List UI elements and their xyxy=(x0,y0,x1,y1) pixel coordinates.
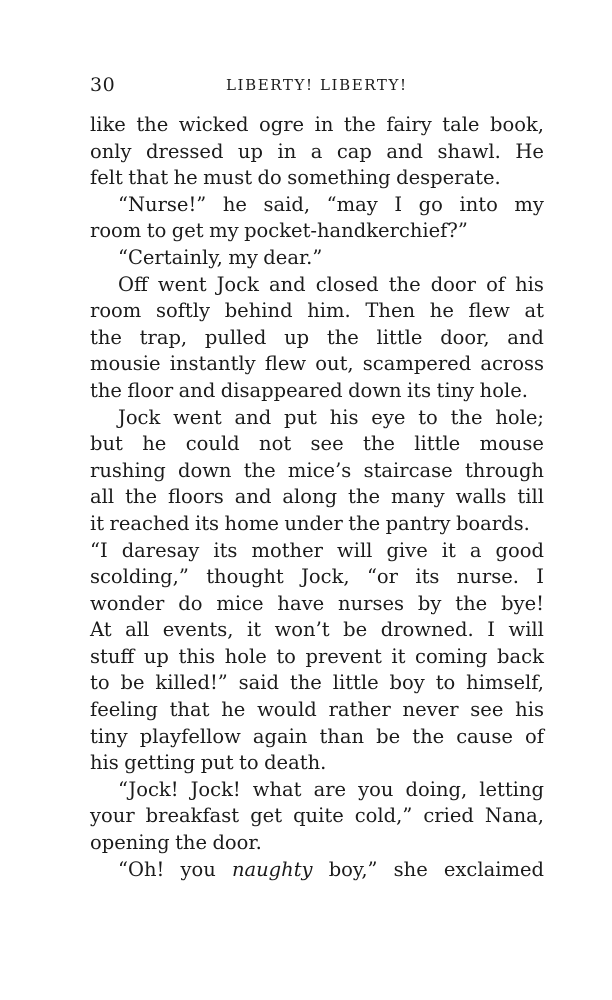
word: I xyxy=(394,192,403,216)
text-line xyxy=(90,458,544,485)
word: your xyxy=(90,804,135,828)
word: trap, xyxy=(139,325,188,349)
word: rather xyxy=(328,698,391,722)
word: Then xyxy=(365,299,416,323)
word: like xyxy=(90,113,126,136)
text-line xyxy=(90,405,544,432)
word: his xyxy=(90,751,119,775)
word: to xyxy=(90,671,110,695)
word: “or xyxy=(366,565,398,589)
word: opening xyxy=(90,831,170,855)
word: pulled xyxy=(204,325,267,349)
word: reached xyxy=(109,511,190,535)
word: scolding,” xyxy=(90,565,189,589)
word: to xyxy=(276,644,296,668)
text-line xyxy=(90,351,544,378)
word: Jock xyxy=(118,405,161,429)
body-text xyxy=(90,112,544,883)
word: door xyxy=(430,272,476,296)
word: little xyxy=(332,671,379,695)
word: I xyxy=(536,565,544,589)
text-line xyxy=(90,724,544,751)
word: behind xyxy=(224,299,293,323)
word: in xyxy=(277,139,297,163)
word: the xyxy=(175,831,207,855)
word: said xyxy=(238,671,279,695)
word: floor xyxy=(127,378,174,402)
word: do xyxy=(178,591,203,615)
word: the xyxy=(348,485,380,509)
word: of xyxy=(486,272,506,296)
word: disappeared xyxy=(220,378,343,402)
word: good xyxy=(495,538,544,562)
word: hole; xyxy=(495,405,544,429)
word: under xyxy=(284,511,343,535)
word: bye! xyxy=(501,591,544,615)
word: its xyxy=(407,378,432,402)
word: through xyxy=(464,458,544,482)
word: tale xyxy=(442,113,480,136)
word: eye xyxy=(371,405,406,429)
word: exclaimed xyxy=(443,857,544,881)
word: the xyxy=(289,671,322,695)
word: daresay xyxy=(121,538,200,562)
word: do xyxy=(257,166,282,190)
word: the xyxy=(90,325,122,349)
word: desperate. xyxy=(396,166,501,190)
word: be xyxy=(343,618,368,642)
word: the xyxy=(343,113,376,136)
word: mother xyxy=(251,538,323,562)
word: he xyxy=(222,192,247,216)
page-number: 30 xyxy=(90,74,116,96)
word: that xyxy=(169,698,210,722)
text-line xyxy=(90,511,544,538)
running-head xyxy=(90,74,544,100)
word: staircase xyxy=(363,458,453,482)
word: and xyxy=(178,378,216,402)
word: the xyxy=(450,405,483,429)
word: it xyxy=(441,538,456,562)
word: stuff xyxy=(90,644,135,668)
word: the xyxy=(388,272,421,296)
text-line xyxy=(90,644,544,671)
word: something xyxy=(287,166,391,190)
word: ogre xyxy=(258,113,305,136)
word: cap xyxy=(336,139,372,163)
word: flew xyxy=(468,299,510,323)
word: and xyxy=(507,325,544,349)
word: “may xyxy=(326,192,378,216)
word: room xyxy=(90,219,142,243)
word: pocket-handkerchief?” xyxy=(244,219,468,243)
word: would xyxy=(257,698,317,722)
text-line xyxy=(90,298,544,325)
word: closed xyxy=(315,272,379,296)
word: it xyxy=(246,618,262,642)
word: the xyxy=(326,325,359,349)
word: be xyxy=(376,724,401,748)
word: it xyxy=(391,644,406,668)
word: letting xyxy=(479,777,544,801)
running-head-title: LIBERTY! LIBERTY! xyxy=(226,76,408,94)
text-line xyxy=(90,564,544,591)
word: my xyxy=(514,192,544,216)
word: you xyxy=(358,777,394,801)
word: prevent xyxy=(305,644,382,668)
word: naughty xyxy=(231,857,313,881)
word: to xyxy=(239,751,259,775)
text-line xyxy=(90,378,544,405)
word: walls xyxy=(455,485,507,509)
word: cause xyxy=(456,724,513,748)
word: little xyxy=(414,432,461,456)
word: put xyxy=(200,751,234,775)
word: pantry xyxy=(385,511,451,535)
word: along xyxy=(282,485,338,509)
word: at xyxy=(524,299,544,323)
word: give xyxy=(386,538,428,562)
word: tiny xyxy=(90,724,128,748)
text-line xyxy=(90,830,544,857)
word: not xyxy=(259,432,292,456)
word: he xyxy=(173,166,198,190)
text-line xyxy=(90,165,544,192)
word: she xyxy=(393,857,428,881)
word: and xyxy=(234,405,272,429)
text-line xyxy=(90,484,544,511)
word: see xyxy=(470,698,504,722)
word: mice xyxy=(216,591,264,615)
word: go xyxy=(418,192,443,216)
word: hole. xyxy=(479,378,528,402)
word: door, xyxy=(440,325,490,349)
word: to xyxy=(435,671,456,695)
word: thought xyxy=(206,565,284,589)
text-line xyxy=(90,697,544,724)
word: the xyxy=(412,724,445,748)
word: death. xyxy=(264,751,327,775)
word: wonder xyxy=(90,591,165,615)
word: back xyxy=(497,644,544,668)
word: won’t xyxy=(274,618,330,642)
word: his xyxy=(515,272,544,296)
word: wicked xyxy=(178,113,249,136)
text-line xyxy=(90,192,544,219)
text-line xyxy=(90,325,544,352)
word: down xyxy=(177,458,232,482)
word: this xyxy=(178,644,216,668)
word: scampered xyxy=(362,352,472,376)
word: Nana, xyxy=(484,804,544,828)
word: my xyxy=(228,245,258,269)
word: again xyxy=(252,724,308,748)
word: “I xyxy=(90,538,108,562)
word: the xyxy=(243,458,276,482)
word: dressed xyxy=(146,139,224,163)
word: nurses xyxy=(338,591,405,615)
word: be xyxy=(120,671,145,695)
word: At xyxy=(90,618,112,642)
word: you xyxy=(180,857,216,881)
word: of xyxy=(524,724,544,748)
word: my xyxy=(209,219,239,243)
word: softly xyxy=(155,299,211,323)
text-line xyxy=(90,777,544,804)
word: down xyxy=(348,378,402,402)
word: across xyxy=(480,352,544,376)
text-line xyxy=(90,139,544,166)
word: a xyxy=(469,538,482,562)
word: cried xyxy=(423,804,474,828)
word: flew xyxy=(264,352,307,376)
word: could xyxy=(185,432,240,456)
word: rushing xyxy=(90,458,166,482)
word: instantly xyxy=(169,352,256,376)
word: by xyxy=(417,591,442,615)
word: only xyxy=(90,139,132,163)
word: into xyxy=(459,192,498,216)
word: boards. xyxy=(455,511,530,535)
word: coming xyxy=(415,644,488,668)
word: a xyxy=(310,139,323,163)
word: boy xyxy=(389,671,425,695)
word: cold,” xyxy=(354,804,413,828)
word: get xyxy=(171,219,204,243)
word: put xyxy=(284,405,317,429)
word: and xyxy=(386,139,424,163)
word: nurse. xyxy=(456,565,519,589)
word: home xyxy=(224,511,279,535)
word: room xyxy=(90,299,142,323)
word: him. xyxy=(307,299,351,323)
word: Off xyxy=(118,272,148,296)
word: his xyxy=(329,405,359,429)
word: killed!” xyxy=(155,671,228,695)
word: his xyxy=(515,698,544,722)
word: must xyxy=(203,166,253,190)
word: its xyxy=(415,565,440,589)
text-line xyxy=(90,803,544,830)
text-line xyxy=(90,857,544,884)
word: the xyxy=(348,511,381,535)
word: mousie xyxy=(90,352,161,376)
word: “Jock! xyxy=(118,777,179,801)
word: Jock! xyxy=(190,777,241,801)
word: all xyxy=(125,618,150,642)
word: felt xyxy=(90,166,123,190)
word: the xyxy=(362,432,395,456)
word: tiny xyxy=(436,378,475,402)
text-line xyxy=(90,538,544,565)
word: and xyxy=(234,485,272,509)
word: floors xyxy=(167,485,224,509)
word: the xyxy=(455,591,488,615)
word: little xyxy=(376,325,423,349)
word: will xyxy=(337,538,373,562)
word: playfellow xyxy=(139,724,241,748)
word: the xyxy=(136,113,169,136)
text-line xyxy=(90,218,544,245)
word: till xyxy=(517,485,544,509)
word: the xyxy=(90,378,122,402)
word: “Nurse!” xyxy=(118,192,207,216)
word: the xyxy=(125,485,158,509)
text-line xyxy=(90,670,544,697)
text-line xyxy=(90,750,544,777)
word: himself, xyxy=(466,671,544,695)
text-line xyxy=(90,431,544,458)
word: dear.” xyxy=(263,245,323,269)
word: Jock xyxy=(216,272,259,296)
word: get xyxy=(250,804,283,828)
word: getting xyxy=(124,751,196,775)
word: up xyxy=(237,139,263,163)
word: never xyxy=(402,698,459,722)
word: are xyxy=(313,777,347,801)
word: than xyxy=(319,724,365,748)
word: what xyxy=(252,777,302,801)
word: in xyxy=(314,113,334,136)
text-line xyxy=(90,245,544,272)
word: quite xyxy=(293,804,344,828)
word: feeling xyxy=(90,698,158,722)
word: “Oh! xyxy=(118,857,165,881)
word: said, xyxy=(263,192,311,216)
word: he xyxy=(142,432,167,456)
word: boy,” xyxy=(328,857,378,881)
word: many xyxy=(390,485,445,509)
word: events, xyxy=(162,618,234,642)
word: door. xyxy=(212,831,262,855)
word: mouse xyxy=(479,432,544,456)
word: Jock, xyxy=(301,565,350,589)
word: its xyxy=(194,511,220,535)
word: all xyxy=(90,485,115,509)
word: but xyxy=(90,432,123,456)
word: out, xyxy=(315,352,354,376)
word: “Certainly, xyxy=(118,245,223,269)
word: doing, xyxy=(405,777,468,801)
word: to xyxy=(146,219,167,243)
word: that xyxy=(128,166,169,190)
word: breakfast xyxy=(145,804,240,828)
text-line xyxy=(90,272,544,299)
word: will xyxy=(508,618,544,642)
word: he xyxy=(221,698,246,722)
word: he xyxy=(429,299,454,323)
text-line xyxy=(90,617,544,644)
word: and xyxy=(268,272,306,296)
word: drowned. xyxy=(380,618,474,642)
word: to xyxy=(418,405,438,429)
word: it xyxy=(90,511,105,535)
word: I xyxy=(487,618,495,642)
word: hole xyxy=(224,644,267,668)
word: book, xyxy=(489,113,544,136)
word: see xyxy=(310,432,344,456)
word: went xyxy=(173,405,222,429)
word: up xyxy=(284,325,310,349)
word: fairy xyxy=(386,113,432,136)
word: up xyxy=(143,644,169,668)
word: have xyxy=(277,591,325,615)
word: He xyxy=(515,139,544,163)
text-line xyxy=(90,112,544,139)
word: shawl. xyxy=(437,139,501,163)
word: mice’s xyxy=(287,458,352,482)
text-line xyxy=(90,591,544,618)
word: went xyxy=(157,272,207,296)
word: its xyxy=(213,538,238,562)
